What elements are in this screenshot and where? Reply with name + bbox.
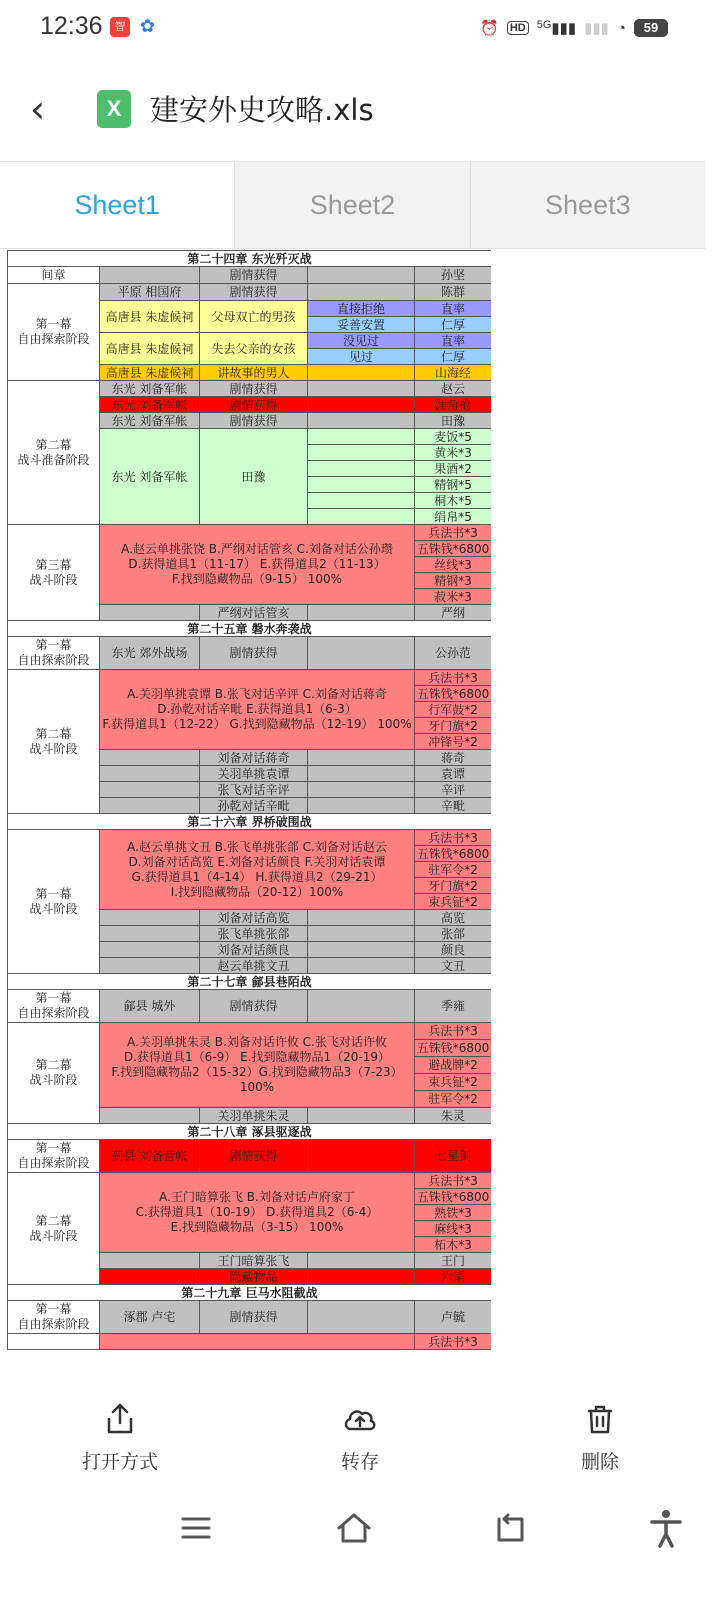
choice-cell bbox=[308, 958, 415, 974]
reward-cell: 兵法书*3 bbox=[415, 525, 492, 541]
choice-cell bbox=[308, 445, 415, 461]
alarm-icon: ⏰ bbox=[480, 20, 499, 37]
reward-cell: 束兵钲*2 bbox=[415, 1074, 492, 1091]
choice-cell bbox=[308, 637, 415, 670]
battery-icon: 59 bbox=[634, 19, 668, 37]
location-cell bbox=[100, 750, 200, 766]
event-cell: 孙乾对话辛毗 bbox=[200, 798, 308, 814]
location-cell: 鄃县 城外 bbox=[100, 990, 200, 1023]
reward-cell: 六韬 bbox=[415, 1269, 492, 1285]
reward-cell: 蒋奇 bbox=[415, 750, 492, 766]
event-cell: 父母双亡的男孩 bbox=[200, 301, 308, 333]
choice-cell bbox=[308, 267, 415, 284]
chapter-title: 第二十六章 界桥破围战 bbox=[8, 814, 492, 830]
event-cell: 刘备对话蒋奇 bbox=[200, 750, 308, 766]
battle-objectives: A.王门暗算张飞 B.刘备对话卢府家丁 C.获得道具1（10-19） D.获得道具2（6-4） E.找到隐藏物品（3-15） 100% bbox=[100, 1173, 415, 1253]
choice-cell bbox=[308, 1253, 415, 1269]
event-cell: 关羽单挑朱灵 bbox=[200, 1108, 308, 1124]
tab-sheet1[interactable]: Sheet1 bbox=[0, 162, 234, 248]
reward-cell: 避战牌*2 bbox=[415, 1057, 492, 1074]
reward-cell: 柘木*3 bbox=[415, 1237, 492, 1253]
event-cell: 剧情获得 bbox=[200, 381, 308, 397]
back-icon[interactable] bbox=[492, 1510, 528, 1546]
reward-cell: 兵法书*3 bbox=[415, 1334, 492, 1350]
choice-cell: 没见过 bbox=[308, 333, 415, 349]
reward-cell: 赵云 bbox=[415, 381, 492, 397]
event-cell: 田豫 bbox=[200, 429, 308, 525]
app-header bbox=[0, 70, 720, 150]
reward-cell: 七星剑 bbox=[415, 1140, 492, 1173]
reward-cell: 绢帛*5 bbox=[415, 509, 492, 525]
choice-cell: 直接拒绝 bbox=[308, 301, 415, 317]
reward-cell: 仁厚 bbox=[415, 349, 492, 365]
choice-cell bbox=[308, 284, 415, 301]
chapter-title: 第二十四章 东光歼灭战 bbox=[8, 251, 492, 267]
choice-cell bbox=[308, 1140, 415, 1173]
choice-cell bbox=[308, 750, 415, 766]
reward-cell: 季雍 bbox=[415, 990, 492, 1023]
reward-cell: 王门 bbox=[415, 1253, 492, 1269]
reward-cell: 菽米*3 bbox=[415, 589, 492, 605]
reward-cell: 束兵钲*2 bbox=[415, 894, 492, 910]
reward-cell: 辛评 bbox=[415, 782, 492, 798]
location-cell: 东光 刘备军帐 bbox=[100, 397, 200, 413]
choice-cell bbox=[308, 910, 415, 926]
stage-label: 第二幕 战斗准备阶段 bbox=[8, 381, 100, 525]
battle-objectives: A.赵云单挑张饶 B.严纲对话管亥 C.刘备对话公孙瓒 D.获得道具1（11-17） E.获得道具2（11-13） F.找到隐藏物品（9-15） 100% bbox=[100, 525, 415, 605]
stage-label: 第一幕 自由探索阶段 bbox=[8, 637, 100, 670]
event-cell: 讲故事的男人 bbox=[200, 365, 308, 381]
reward-cell: 文丑 bbox=[415, 958, 492, 974]
choice-cell bbox=[308, 1269, 415, 1285]
reward-cell: 高览 bbox=[415, 910, 492, 926]
location-cell bbox=[100, 926, 200, 942]
tab-sheet3[interactable]: Sheet3 bbox=[470, 162, 705, 248]
reward-cell: 行军鼓*2 bbox=[415, 702, 492, 718]
reward-cell: 兵法书*3 bbox=[415, 670, 492, 686]
location-cell bbox=[100, 766, 200, 782]
choice-cell bbox=[308, 798, 415, 814]
delete-button[interactable] bbox=[480, 1385, 720, 1485]
home-icon[interactable] bbox=[334, 1508, 374, 1548]
spreadsheet-table bbox=[7, 250, 491, 1350]
stage-label: 第三幕 战斗阶段 bbox=[8, 525, 100, 621]
event-cell: 剧情获得 bbox=[200, 284, 308, 301]
event-cell: 王门暗算张飞 bbox=[200, 1253, 308, 1269]
stage-label bbox=[8, 1334, 100, 1350]
spreadsheet-view[interactable] bbox=[7, 250, 491, 1377]
choice-cell bbox=[308, 381, 415, 397]
event-cell: 赵云单挑文丑 bbox=[200, 958, 308, 974]
menu-icon[interactable] bbox=[178, 1510, 214, 1546]
event-cell: 剧情获得 bbox=[200, 637, 308, 670]
choice-cell bbox=[308, 429, 415, 445]
tab-sheet2[interactable]: Sheet2 bbox=[234, 162, 469, 248]
reward-cell: 朱灵 bbox=[415, 1108, 492, 1124]
event-cell: 剧情获得 bbox=[200, 1140, 308, 1173]
event-cell: 刘备对话高览 bbox=[200, 910, 308, 926]
reward-cell: 桐木*5 bbox=[415, 493, 492, 509]
choice-cell bbox=[308, 782, 415, 798]
reward-cell: 五铢钱*6800 bbox=[415, 846, 492, 862]
location-cell: 东光 刘备军帐 bbox=[100, 413, 200, 429]
reward-cell: 冲锋号*2 bbox=[415, 734, 492, 750]
battle-objectives: A.关羽单挑袁谭 B.张飞对话辛评 C.刘备对话蒋奇 D.孙乾对话辛毗 E.获得道具1（6-3） F.获得道具1（12-22） G.找到隐藏物品（12-19） 100% bbox=[100, 670, 415, 750]
reward-cell: 陈群 bbox=[415, 284, 492, 301]
location-cell: 高唐县 朱虚候祠 bbox=[100, 301, 200, 333]
reward-cell: 公孙范 bbox=[415, 637, 492, 670]
choice-cell bbox=[308, 413, 415, 429]
choice-cell bbox=[308, 461, 415, 477]
choice-cell bbox=[308, 397, 415, 413]
location-cell bbox=[100, 942, 200, 958]
delete-label: 删除 bbox=[580, 1451, 619, 1473]
bottom-action-bar bbox=[0, 1385, 720, 1485]
event-cell: 剧情获得 bbox=[200, 397, 308, 413]
status-time: 12:36 bbox=[40, 12, 103, 40]
location-cell bbox=[100, 958, 200, 974]
reward-cell: 直率 bbox=[415, 301, 492, 317]
reward-cell: 兵法书*3 bbox=[415, 830, 492, 846]
stage-label: 第一幕 战斗阶段 bbox=[8, 830, 100, 974]
stage-label: 第一幕 自由探索阶段 bbox=[8, 1140, 100, 1173]
location-cell: 高唐县 朱虚候祠 bbox=[100, 365, 200, 381]
trash-icon bbox=[580, 1399, 620, 1439]
stage-label: 第一幕 自由探索阶段 bbox=[8, 990, 100, 1023]
location-cell: 平原 相国府 bbox=[100, 284, 200, 301]
location-cell bbox=[100, 798, 200, 814]
choice-cell bbox=[308, 766, 415, 782]
sheet-tabs bbox=[0, 161, 705, 249]
event-cell: 张飞单挑张郃 bbox=[200, 926, 308, 942]
open-with-button[interactable] bbox=[0, 1385, 240, 1485]
hd-icon: HD bbox=[507, 21, 529, 35]
choice-cell: 见过 bbox=[308, 349, 415, 365]
wifi-icon: ◔ bbox=[616, 19, 626, 37]
event-cell: 剧情获得 bbox=[200, 267, 308, 284]
choice-cell bbox=[308, 990, 415, 1023]
choice-cell bbox=[308, 942, 415, 958]
choice-cell bbox=[308, 926, 415, 942]
location-cell bbox=[100, 1269, 200, 1285]
signal-5g-icon: $^{5G}$▮▮▮ bbox=[536, 19, 577, 37]
location-cell bbox=[100, 1253, 200, 1269]
stage-label: 第一幕 自由探索阶段 bbox=[8, 1301, 100, 1334]
reward-cell: 直率 bbox=[415, 333, 492, 349]
reward-cell: 丝线*3 bbox=[415, 557, 492, 573]
reward-cell: 麦饭*5 bbox=[415, 429, 492, 445]
reward-cell: 五铢钱*6800 bbox=[415, 541, 492, 557]
event-cell: 关羽单挑袁谭 bbox=[200, 766, 308, 782]
reward-cell: 袁谭 bbox=[415, 766, 492, 782]
location-cell: 东光 郊外战场 bbox=[100, 637, 200, 670]
event-cell: 剧情获得 bbox=[200, 413, 308, 429]
accessibility-icon[interactable] bbox=[648, 1508, 684, 1548]
system-nav-bar bbox=[0, 1500, 720, 1560]
share-icon bbox=[100, 1399, 140, 1439]
choice-cell bbox=[308, 493, 415, 509]
reward-cell: 仁厚 bbox=[415, 317, 492, 333]
cloud-upload-icon bbox=[340, 1399, 380, 1439]
stage-label: 第二幕 战斗阶段 bbox=[8, 1173, 100, 1285]
file-title: 建安外史攻略.xls bbox=[150, 93, 374, 127]
chapter-title: 第二十八章 涿县驱逐战 bbox=[8, 1124, 492, 1140]
choice-cell bbox=[308, 477, 415, 493]
event-cell: 刘备对话颜良 bbox=[200, 942, 308, 958]
excel-file-icon: X bbox=[97, 90, 131, 128]
battle-objectives bbox=[100, 1334, 415, 1350]
choice-cell bbox=[308, 1108, 415, 1124]
location-cell bbox=[100, 605, 200, 621]
reward-cell: 精钢*3 bbox=[415, 573, 492, 589]
signal-icon: ▮▮▮ bbox=[584, 20, 609, 37]
location-cell: 东光 刘备军帐 bbox=[100, 381, 200, 397]
stage-label: 第二幕 战斗阶段 bbox=[8, 670, 100, 814]
choice-cell bbox=[308, 365, 415, 381]
network-type: 5G bbox=[536, 19, 552, 31]
save-to-label: 转存 bbox=[340, 1451, 379, 1473]
choice-cell bbox=[308, 605, 415, 621]
reward-cell: 张郃 bbox=[415, 926, 492, 942]
stage-label: 间章 bbox=[8, 267, 100, 284]
stage-label: 第一幕 自由探索阶段 bbox=[8, 284, 100, 381]
event-cell: 剧情获得 bbox=[200, 990, 308, 1023]
location-cell bbox=[100, 1108, 200, 1124]
status-icons bbox=[480, 16, 668, 40]
save-to-button[interactable] bbox=[240, 1385, 480, 1485]
reward-cell: 驻军令*2 bbox=[415, 1091, 492, 1108]
event-cell: 严纲对话管亥 bbox=[200, 605, 308, 621]
reward-cell: 驻军令*2 bbox=[415, 862, 492, 878]
status-bar bbox=[0, 0, 720, 60]
reward-cell: 卢毓 bbox=[415, 1301, 492, 1334]
choice-cell bbox=[308, 1301, 415, 1334]
reward-cell: 牙门旗*2 bbox=[415, 718, 492, 734]
reward-cell: 果酒*2 bbox=[415, 461, 492, 477]
reward-cell: 孙坚 bbox=[415, 267, 492, 284]
reward-cell: 兵法书*3 bbox=[415, 1023, 492, 1040]
location-cell bbox=[100, 782, 200, 798]
reward-cell: 严纲 bbox=[415, 605, 492, 621]
event-cell: 隐藏物品 bbox=[200, 1269, 308, 1285]
location-cell bbox=[100, 910, 200, 926]
reward-cell: 精钢*5 bbox=[415, 477, 492, 493]
reward-cell: 麻线*3 bbox=[415, 1221, 492, 1237]
choice-cell bbox=[308, 509, 415, 525]
reward-cell: 五铢钱*6800 bbox=[415, 1189, 492, 1205]
chevron-left-icon[interactable]: ‹ bbox=[30, 87, 46, 131]
stage-label: 第二幕 战斗阶段 bbox=[8, 1023, 100, 1124]
battle-objectives: A.关羽单挑朱灵 B.刘备对话许攸 C.张飞对话许攸 D.获得道具1（6-9） E.找到隐藏物品1（20-19） F.找到隐藏物品2（15-32）G.找到隐藏物品3（7-23） 100% bbox=[100, 1023, 415, 1108]
location-cell: 高唐县 朱虚候祠 bbox=[100, 333, 200, 365]
chapter-title: 第二十七章 鄃县巷陌战 bbox=[8, 974, 492, 990]
location-cell bbox=[100, 267, 200, 284]
open-with-label: 打开方式 bbox=[81, 1451, 158, 1473]
app-notification-icon: 智 bbox=[110, 17, 130, 37]
reward-cell: 五铢钱*6800 bbox=[415, 1040, 492, 1057]
location-cell: 涿郡 卢宅 bbox=[100, 1301, 200, 1334]
reward-cell: 辛毗 bbox=[415, 798, 492, 814]
chapter-title: 第二十五章 磐水奔袭战 bbox=[8, 621, 492, 637]
battle-objectives: A.赵云单挑文丑 B.张飞单挑张郃 C.刘备对话赵云 D.刘备对话高览 E.刘备对话颜良 F.关羽对话袁谭 G.获得道具1（4-14） H.获得道具2（29-21） I.找到隐藏物品（20-12）100% bbox=[100, 830, 415, 910]
event-cell: 张飞对话辛评 bbox=[200, 782, 308, 798]
reward-cell: 熟铁*3 bbox=[415, 1205, 492, 1221]
choice-cell: 妥善安置 bbox=[308, 317, 415, 333]
location-cell: 东光 刘备军帐 bbox=[100, 429, 200, 525]
cloud-app-icon: ✿ bbox=[140, 16, 156, 37]
event-cell: 失去父亲的女孩 bbox=[200, 333, 308, 365]
reward-cell: 牙门旗*2 bbox=[415, 878, 492, 894]
reward-cell: 涯角枪 bbox=[415, 397, 492, 413]
event-cell: 剧情获得 bbox=[200, 1301, 308, 1334]
location-cell: 蓟县 刘备营帐 bbox=[100, 1140, 200, 1173]
reward-cell: 田豫 bbox=[415, 413, 492, 429]
reward-cell: 黄米*3 bbox=[415, 445, 492, 461]
reward-cell: 颜良 bbox=[415, 942, 492, 958]
chapter-title: 第二十九章 巨马水阻截战 bbox=[8, 1285, 492, 1301]
reward-cell: 兵法书*3 bbox=[415, 1173, 492, 1189]
reward-cell: 山海经 bbox=[415, 365, 492, 381]
reward-cell: 五铢钱*6800 bbox=[415, 686, 492, 702]
